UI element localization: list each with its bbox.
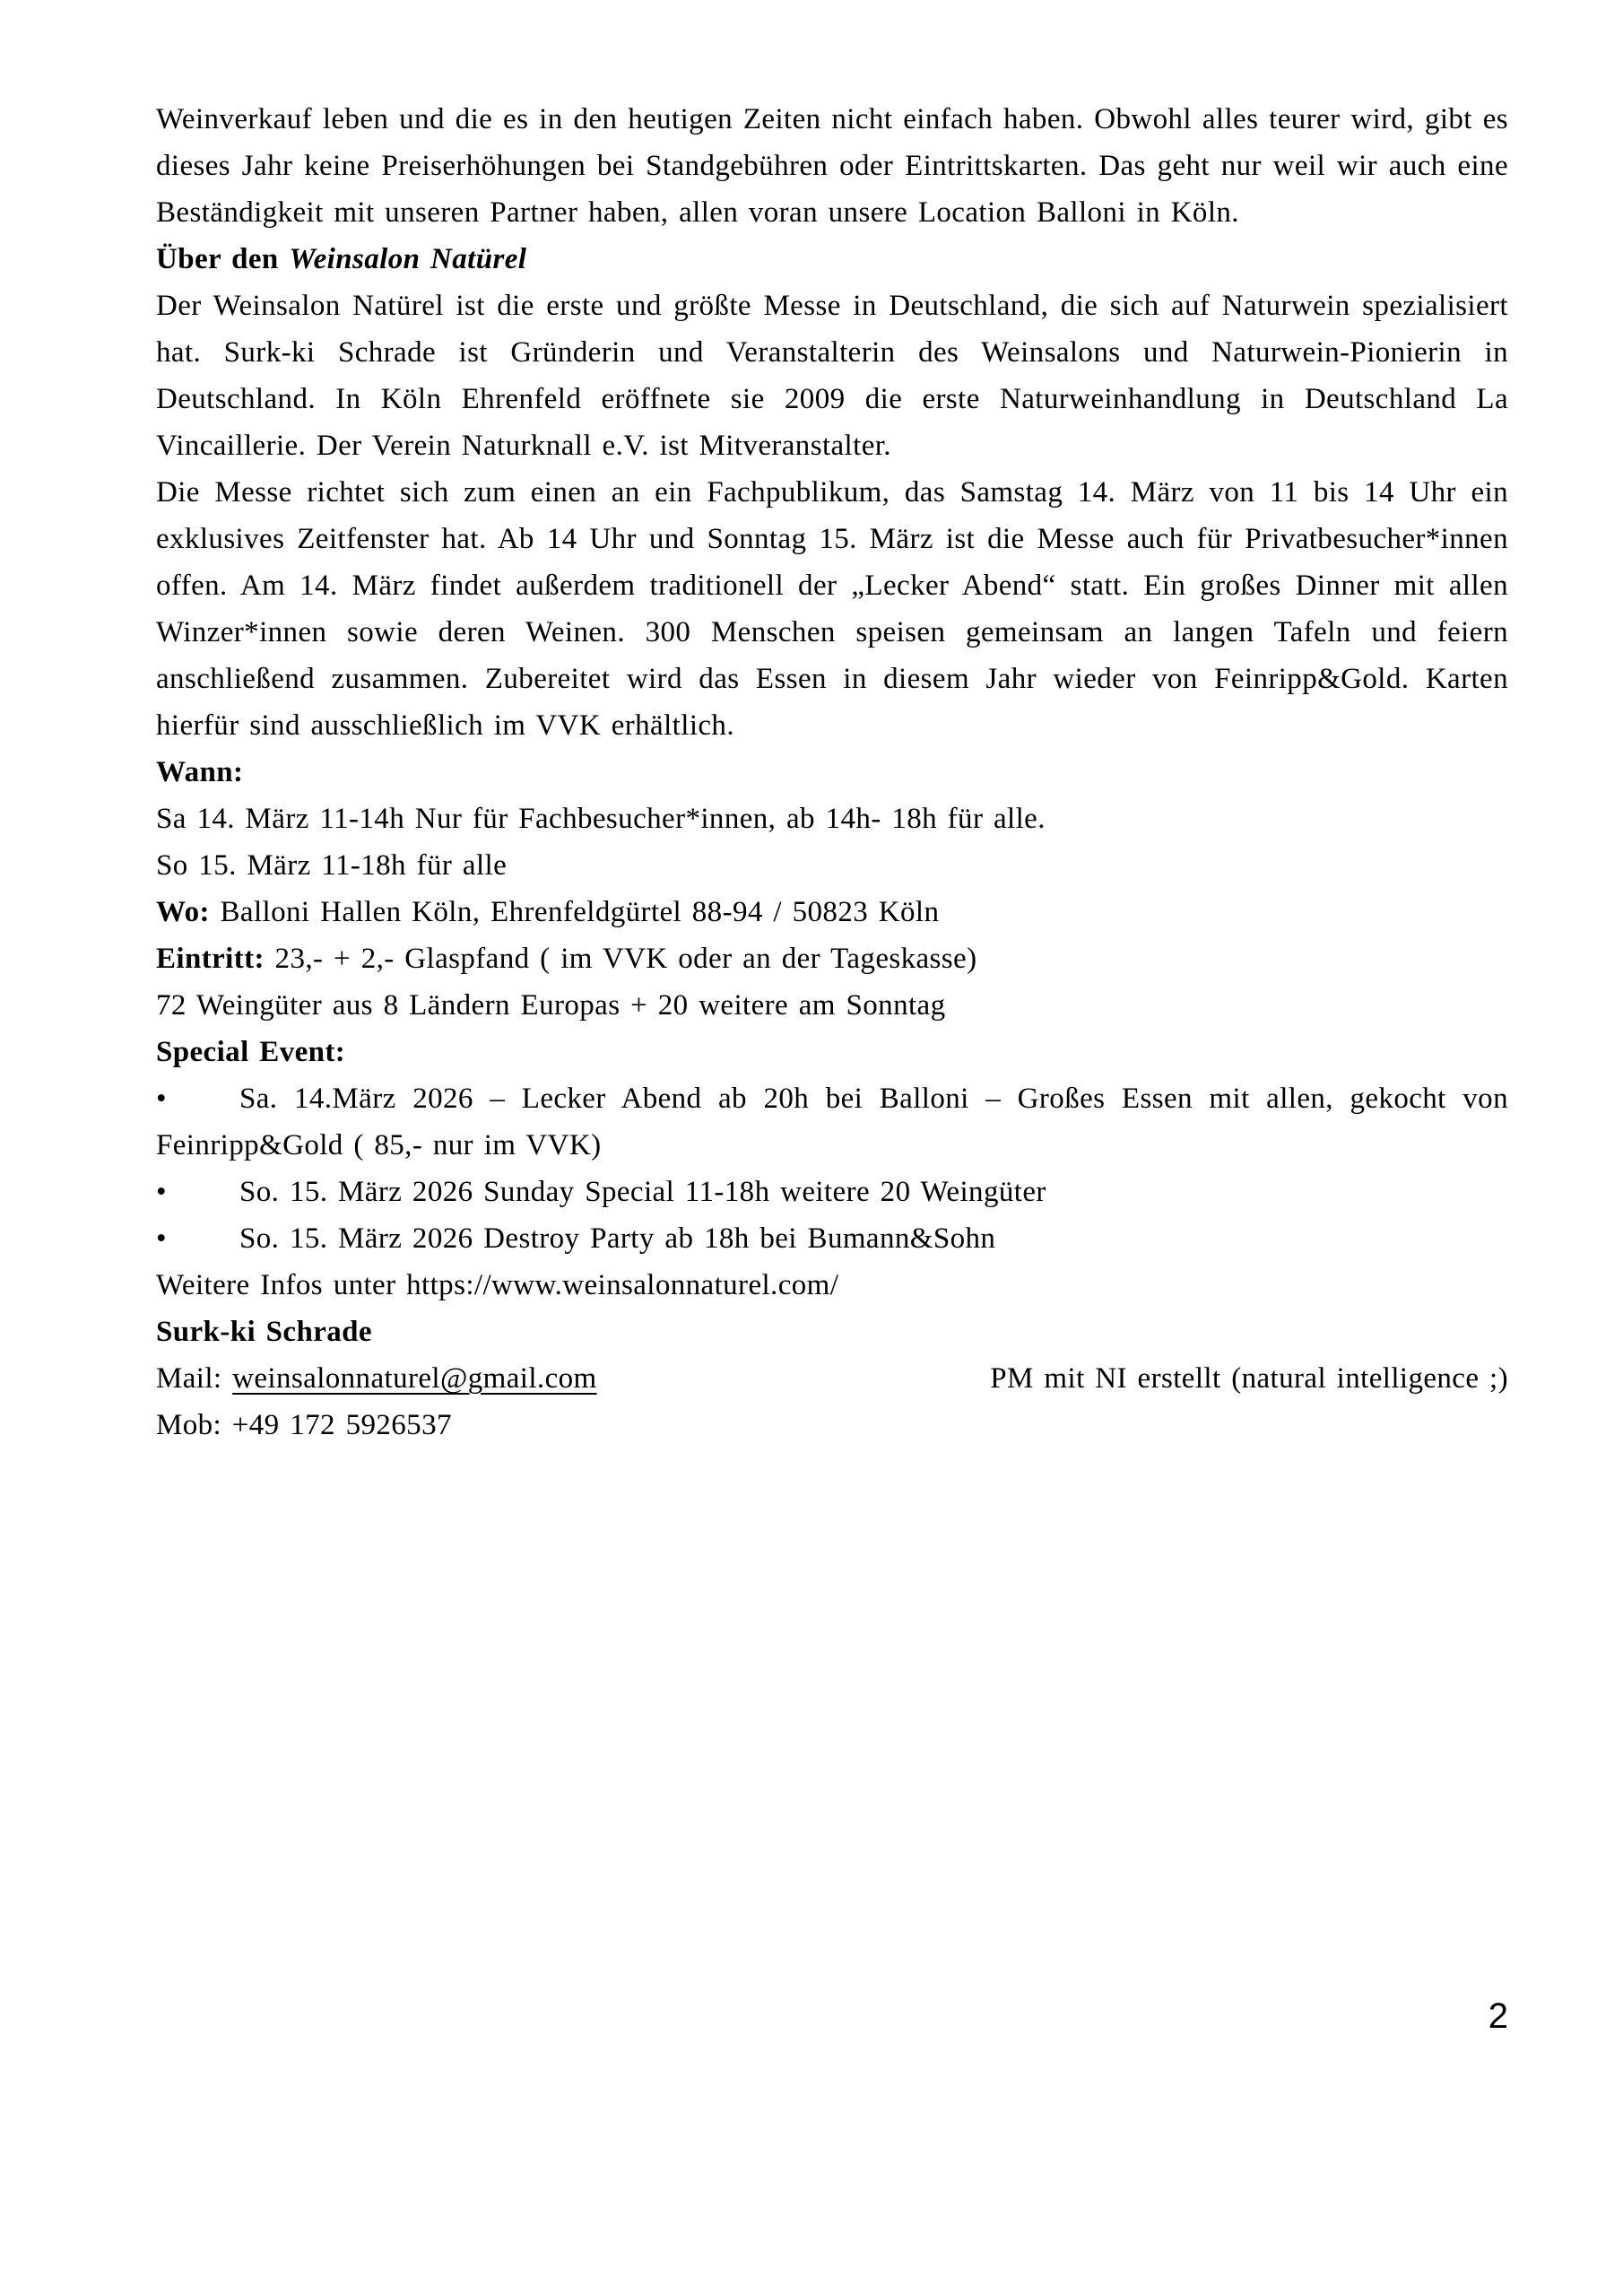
eintritt-label: Eintritt: — [156, 943, 265, 975]
bullet-text: Sa. 14.März 2026 – Lecker Abend ab 20h bei Balloni – Großes Essen mit allen, gekocht von Feinripp&Gold ( 85,- nur im VVK) — [156, 1083, 1508, 1161]
about-heading — [156, 236, 1508, 283]
wo-label: Wo: — [156, 896, 210, 928]
bullet-text: So. 15. März 2026 Sunday Special 11-18h weitere 20 Weingüter — [239, 1176, 1046, 1208]
bullet-icon: • — [156, 1083, 167, 1115]
about-heading-prefix: Über den — [156, 243, 290, 275]
intro-paragraph: Weinverkauf leben und die es in den heutigen Zeiten nicht einfach haben. Obwohl alles teurer wird, gibt es dieses Jahr keine Preiserhöhungen bei Standgebühren oder Eintrittskarten. Das geht nur weil wir auch eine Beständigkeit mit unseren Partner haben, allen voran unsere Location Balloni in Köln. — [156, 103, 1508, 229]
wineries-line: 72 Weingüter aus 8 Ländern Europas + 20 weitere am Sonntag — [156, 989, 946, 1022]
mobile-line: Mob: +49 172 5926537 — [156, 1409, 452, 1441]
mail-label: Mail: — [156, 1362, 233, 1395]
bullet-text: So. 15. März 2026 Destroy Party ab 18h bei Bumann&Sohn — [239, 1222, 996, 1255]
eintritt-line — [156, 935, 1508, 982]
wann-sunday-line: So 15. März 11-18h für alle — [156, 849, 508, 882]
special-event-label: Special Event: — [156, 1036, 346, 1068]
email-link[interactable]: weinsalonnaturel@gmail.com — [232, 1362, 597, 1395]
special-event-bullet-destroy-party — [156, 1215, 1508, 1262]
eintritt-value: 23,- + 2,- Glaspfand ( im VVK oder an der Tageskasse) — [264, 943, 977, 975]
page-number: 2 — [1488, 1996, 1508, 2036]
bullet-icon: • — [156, 1176, 167, 1208]
special-event-bullet-sunday-special — [156, 1169, 1508, 1215]
mail-line — [156, 1355, 597, 1402]
bullet-icon: • — [156, 1222, 167, 1255]
mail-row — [156, 1355, 1508, 1402]
contact-name: Surk-ki Schrade — [156, 1316, 372, 1348]
pm-note: PM mit NI erstellt (natural intelligence ;) — [990, 1362, 1508, 1395]
wo-value: Balloni Hallen Köln, Ehrenfeldgürtel 88-94 / 50823 Köln — [209, 896, 940, 928]
about-heading-title: Weinsalon Natürel — [289, 243, 527, 275]
about-paragraph: Der Weinsalon Natürel ist die erste und größte Messe in Deutschland, die sich auf Naturwein spezialisiert hat. Surk-ki Schrade ist Gründerin und Veranstalterin des Weinsalons und Naturwein-Pionierin in Deutschland. In Köln Ehrenfeld eröffnete sie 2009 die erste Naturweinhandlung in Deutschland La Vincaillerie. Der Verein Naturknall e.V. ist Mitveranstalter. — [156, 290, 1508, 462]
wann-saturday-line: Sa 14. März 11-14h Nur für Fachbesucher*innen, ab 14h- 18h für alle. — [156, 803, 1046, 835]
wann-label: Wann: — [156, 756, 244, 788]
special-event-bullet-lecker-abend — [156, 1075, 1508, 1169]
wo-line — [156, 889, 1508, 935]
more-info-line: Weitere Infos unter https://www.weinsalonnaturel.com/ — [156, 1269, 839, 1301]
messe-paragraph: Die Messe richtet sich zum einen an ein Fachpublikum, das Samstag 14. März von 11 bis 14 Uhr ein exklusives Zeitfenster hat. Ab 14 Uhr und Sonntag 15. März ist die Messe auch für Privatbesucher*innen offen. Am 14. März findet außerdem traditionell der „Lecker Abend“ statt. Ein großes Dinner mit allen Winzer*innen sowie deren Weinen. 300 Menschen speisen gemeinsam an langen Tafeln und feiern anschließend zusammen. Zubereitet wird das Essen in diesem Jahr wieder von Feinripp&Gold. Karten hierfür sind ausschließlich im VVK erhältlich. — [156, 476, 1508, 742]
